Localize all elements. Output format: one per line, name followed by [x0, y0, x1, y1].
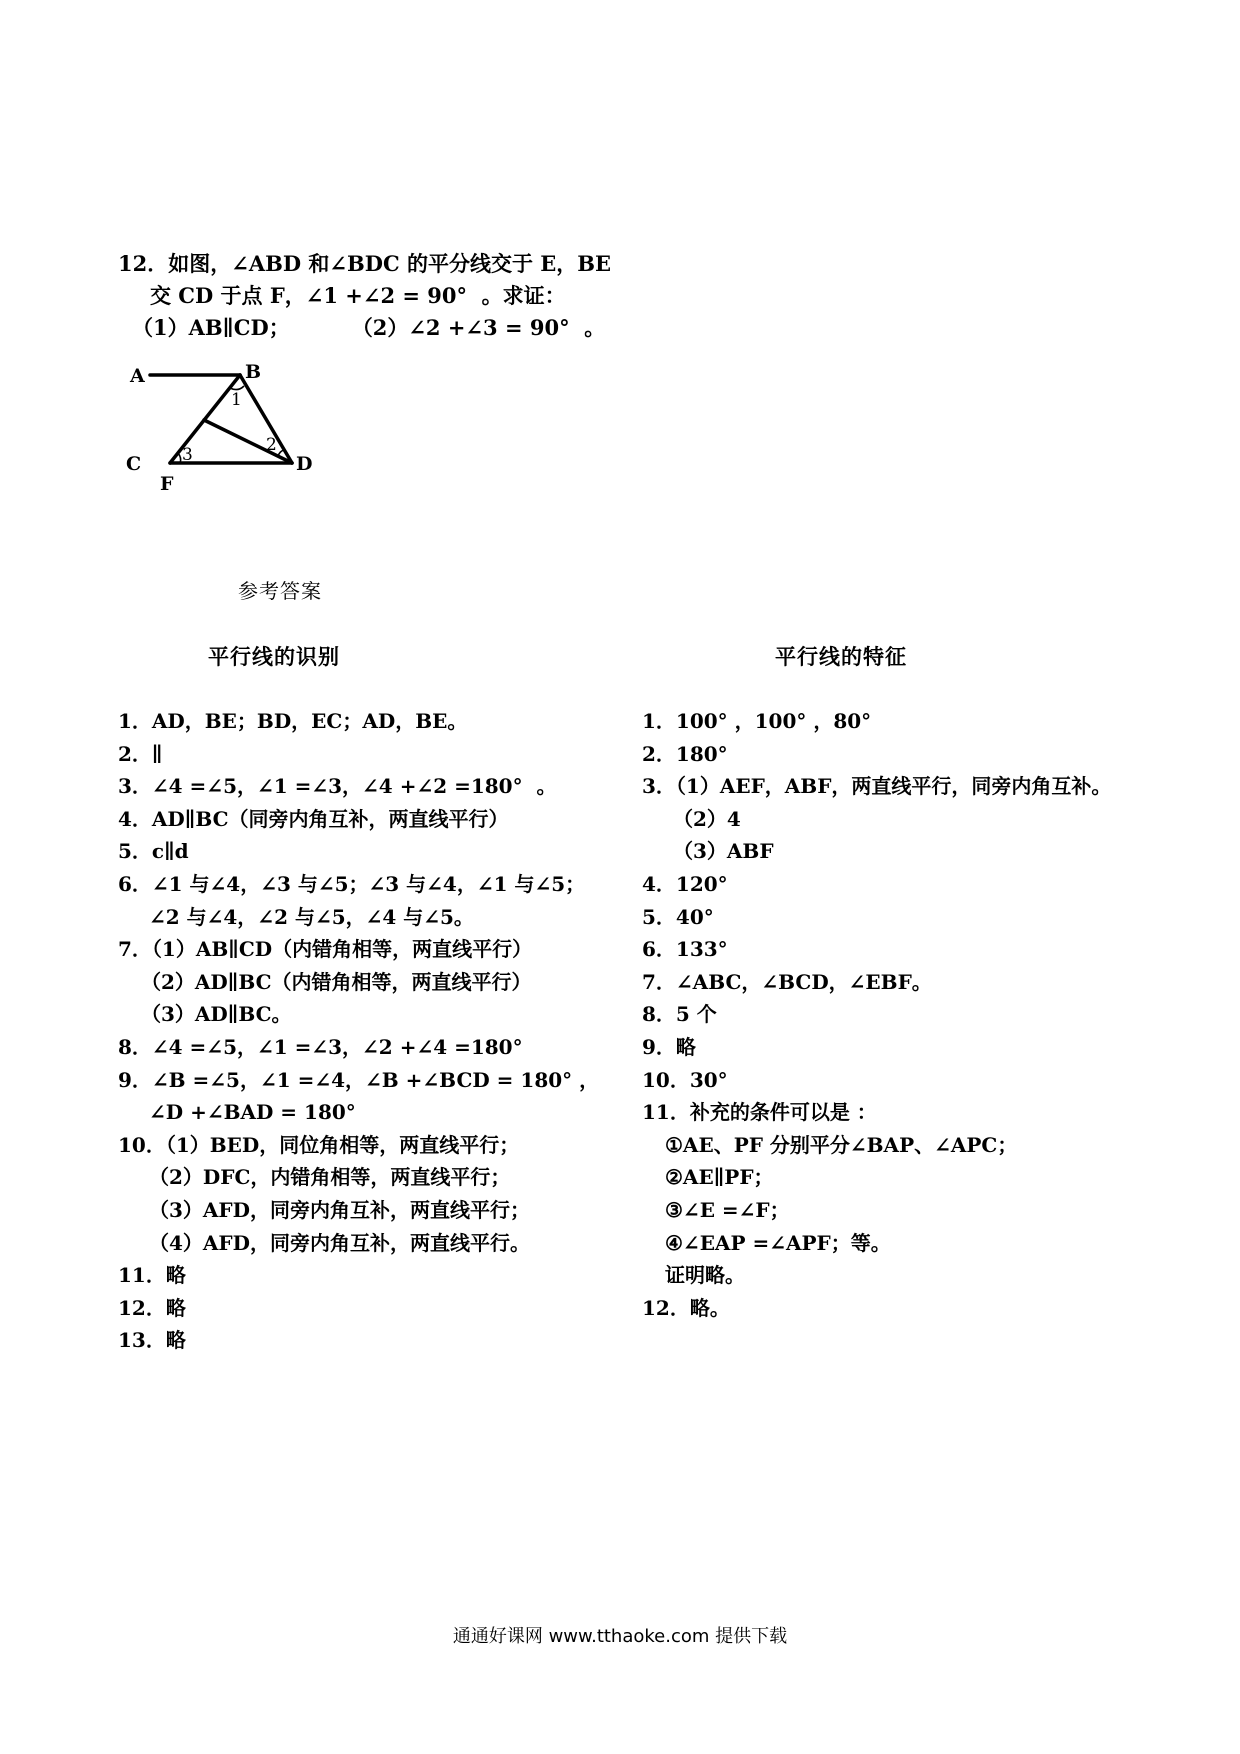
answer-line: 证明略。 — [665, 1263, 745, 1288]
answer-line: 6．∠1 与∠4，∠3 与∠5；∠3 与∠4，∠1 与∠5； — [118, 871, 586, 896]
point-label-D: D — [296, 453, 313, 475]
answer-line: 3．（1）AEF，ABF，两直线平行，同旁内角互补。 — [642, 774, 1112, 799]
answer-line: 11．补充的条件可以是 ： — [642, 1100, 877, 1125]
geometry-figure — [120, 355, 350, 505]
answer-line: ∠D +∠BAD = 180° — [149, 1100, 356, 1125]
footer-source: 通通好课网 www.tthaoke.com 提供下载 — [452, 1626, 788, 1647]
answer-line: 13．略 — [118, 1328, 186, 1353]
answer-line: ∠2 与∠4，∠2 与∠5，∠4 与∠5。 — [149, 904, 474, 929]
point-label-F: F — [160, 473, 174, 495]
answer-line: 10．（1）BED，同位角相等，两直线平行； — [118, 1132, 520, 1157]
answer-line: 10．30° — [642, 1067, 728, 1092]
angle-label-2: 2 — [266, 435, 277, 455]
answer-line: 9．略 — [642, 1034, 696, 1059]
answer-line: 9．∠B =∠5，∠1 =∠4，∠B +∠BCD = 180° ， — [118, 1067, 600, 1092]
question-12-line-1: 12．如图，∠ABD 和∠BDC 的平分线交于 E，BE — [118, 251, 612, 276]
question-12-line-2: 交 CD 于点 F，∠1 +∠2 = 90° 。求证： — [150, 283, 566, 308]
answer-line: 8．5 个 — [642, 1002, 717, 1027]
answer-line: （2）AD∥BC（内错角相等，两直线平行） — [141, 969, 532, 994]
question-12 — [118, 248, 611, 344]
answer-line: ④∠EAP =∠APF；等。 — [665, 1230, 891, 1255]
answer-line: 2．180° — [642, 741, 728, 766]
angle-label-1: 1 — [231, 390, 242, 410]
answer-line: （2）DFC，内错角相等，两直线平行； — [149, 1165, 511, 1190]
answer-line: 4．AD∥BC（同旁内角互补，两直线平行） — [118, 806, 509, 831]
question-12-part-1: （1）AB∥CD； — [132, 315, 290, 340]
answer-line: （4）AFD，同旁内角互补，两直线平行。 — [149, 1230, 530, 1255]
answer-line: （3）ABF — [673, 839, 774, 864]
answer-line: ①AE、PF 分别平分∠BAP、∠APC； — [665, 1132, 1018, 1157]
answer-line: （3）AD∥BC。 — [141, 1002, 292, 1027]
answer-line: 11．略 — [118, 1263, 186, 1288]
angle-label-3: 3 — [182, 445, 193, 465]
answer-line: 2．∥ — [118, 741, 163, 766]
answer-line: 4．120° — [642, 871, 728, 896]
answer-line: 5．c∥d — [118, 839, 189, 864]
point-label-C: C — [126, 453, 142, 475]
answer-line: 3．∠4 =∠5，∠1 =∠3，∠4 +∠2 =180° 。 — [118, 774, 557, 799]
angle-arc-2 — [278, 450, 284, 456]
point-label-A: A — [130, 365, 145, 387]
answer-line: 12．略。 — [642, 1295, 730, 1320]
answer-line: 6．133° — [642, 937, 728, 962]
answer-line: 7．∠ABC，∠BCD，∠EBF。 — [642, 969, 932, 994]
answer-line: 1．AD，BE；BD，EC；AD，BE。 — [118, 709, 468, 733]
answer-line: 7．（1）AB∥CD（内错角相等，两直线平行） — [118, 937, 533, 962]
left-section-title: 平行线的识别 — [208, 644, 340, 669]
answer-line: （3）AFD，同旁内角互补，两直线平行； — [149, 1197, 530, 1222]
answer-line: 5．40° — [642, 904, 714, 929]
question-12-parts — [118, 312, 611, 344]
answer-line: 12．略 — [118, 1295, 186, 1320]
answer-line: （2）4 — [673, 806, 741, 831]
answer-heading: 参考答案 — [238, 579, 322, 603]
answer-line: ②AE∥PF； — [665, 1165, 774, 1190]
question-12-part-2: （2）∠2 +∠3 = 90° 。 — [351, 315, 606, 340]
answer-line: ③∠E =∠F； — [665, 1197, 790, 1222]
answer-line: 1．100° ，100° ，80° — [642, 709, 872, 733]
geometry-diagram — [120, 355, 350, 505]
right-answer-column — [642, 705, 1232, 1324]
point-label-B: B — [245, 361, 262, 383]
left-answer-column — [118, 705, 638, 1357]
answer-line: 8．∠4 =∠5，∠1 =∠3，∠2 +∠4 =180° — [118, 1034, 523, 1059]
right-section-title: 平行线的特征 — [775, 644, 907, 669]
